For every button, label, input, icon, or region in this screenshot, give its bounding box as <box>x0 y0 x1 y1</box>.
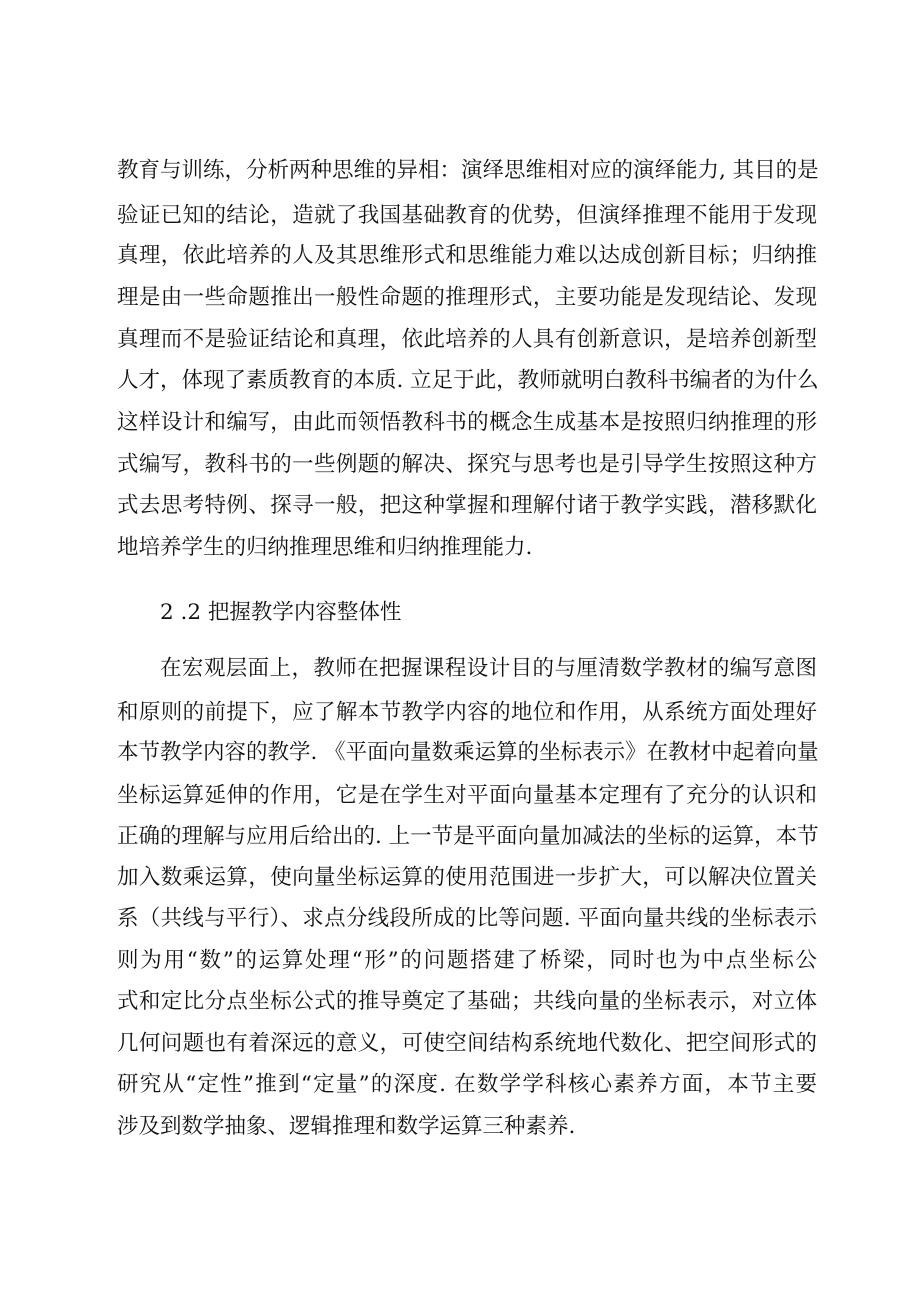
paragraph-1-line-9: 式去思考特例、探寻一般，把这种掌握和理解付诸于教学实践，潜移默化 <box>117 493 817 518</box>
paragraph-1-line-4: 理是由一些命题推出一般性命题的推理形式，主要功能是发现结论、发现 <box>117 285 817 310</box>
paragraph-2-line-8: 则为用“数”的运算处理“形”的问题搭建了桥梁，同时也为中点坐标公 <box>117 948 817 973</box>
paragraph-2-line-4: 坐标运算延伸的作用，它是在学生对平面向量基本定理有了充分的认识和 <box>117 783 817 808</box>
paragraph-2-line-7: 系（共线与平行）、求点分线段所成的比等问题. 平面向量共线的坐标表示 <box>117 906 817 931</box>
paragraph-1-line-6: 人才，体现了素质教育的本质. 立足于此，教师就明白教科书编者的为什么 <box>117 368 819 393</box>
paragraph-1-line-8: 式编写，教科书的一些例题的解决、探究与思考也是引导学生按照这种方 <box>117 452 817 477</box>
paragraph-1-line-5: 真理而不是验证结论和真理，依此培养的人具有创新意识，是培养创新型 <box>117 327 817 352</box>
paragraph-1-line-3: 真理，依此培养的人及其思维形式和思维能力难以达成创新目标；归纳推 <box>117 243 817 268</box>
paragraph-2-line-9: 式和定比分点坐标公式的推导奠定了基础；共线向量的坐标表示，对立体 <box>117 989 817 1014</box>
paragraph-2-line-5: 正确的理解与应用后给出的. 上一节是平面向量加减法的坐标的运算，本节 <box>117 824 819 849</box>
paragraph-2-line-10: 几何问题也有着深远的意义，可使空间结构系统地代数化、把空间形式的 <box>117 1031 817 1056</box>
paragraph-1-line-10: 地培养学生的归纳推理思维和归纳推理能力. <box>117 535 533 560</box>
paragraph-1-line-7: 这样设计和编写，由此而领悟教科书的概念生成基本是按照归纳推理的形 <box>117 410 817 435</box>
paragraph-2-line-2: 和原则的前提下，应了解本节教学内容的地位和作用，从系统方面处理好 <box>117 700 817 725</box>
paragraph-1-line-1: 教育与训练，分析两种思维的异相：演绎思维相对应的演绎能力, 其目的是 <box>117 158 819 183</box>
paragraph-2-line-6: 加入数乘运算，使向量坐标运算的使用范围进一步扩大，可以解决位置关 <box>117 865 817 890</box>
paragraph-2-line-1: 在宏观层面上，教师在把握课程设计目的与厘清数学教材的编写意图 <box>160 656 817 681</box>
paragraph-2-line-11: 研究从“定性”推到“定量”的深度. 在数学学科核心素养方面，本节主要 <box>117 1072 817 1097</box>
paragraph-1-line-2: 验证已知的结论，造就了我国基础教育的优势，但演绎推理不能用于发现 <box>117 203 817 228</box>
section-heading: 2 .2 把握教学内容整体性 <box>160 600 402 625</box>
paragraph-2-line-3: 本节教学内容的教学. 《平面向量数乘运算的坐标表示》在教材中起着向量 <box>117 740 819 765</box>
paragraph-2-line-12: 涉及到数学抽象、逻辑推理和数学运算三种素养. <box>117 1114 576 1139</box>
